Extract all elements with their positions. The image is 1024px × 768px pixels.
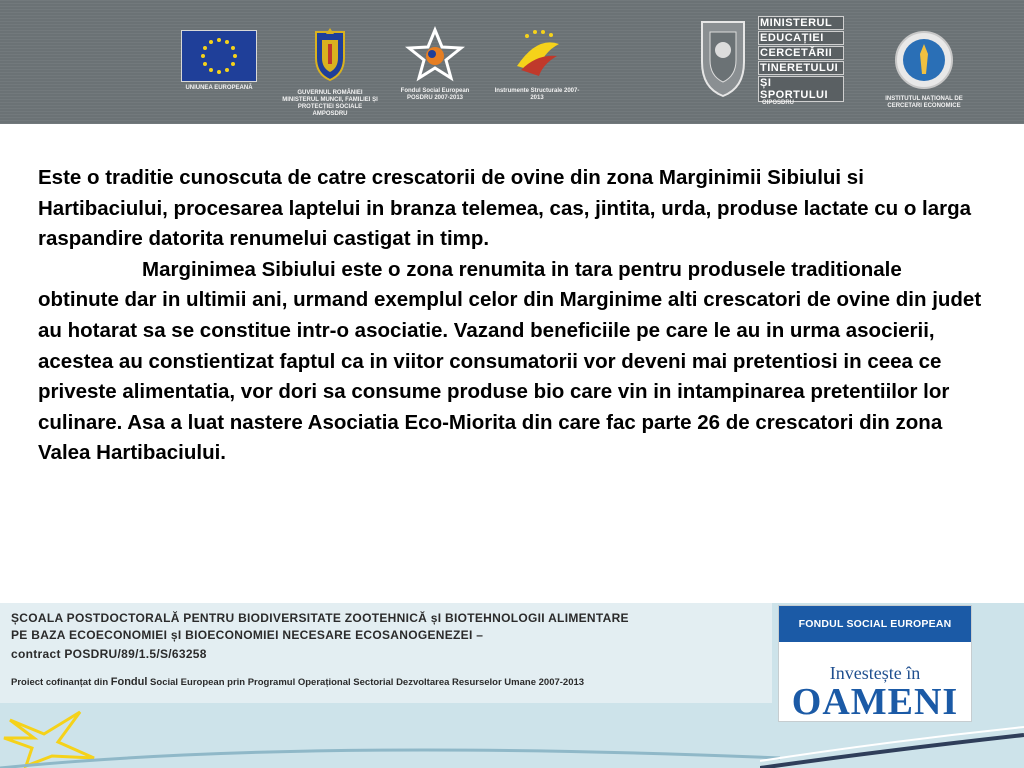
fse-star-icon <box>405 26 465 82</box>
ministry-line: TINERETULUI <box>758 61 844 75</box>
footer-line-school: ȘCOALA POSTDOCTORALĂ PENTRU BIODIVERSITATE ZOOTEHNICĂ șI BIOTEHNOLOGII ALIMENTARE <box>11 611 629 625</box>
header-logo-bar <box>0 0 1024 124</box>
fse-logo <box>390 26 480 102</box>
cofinancing-text-b: Fondul <box>110 676 148 688</box>
ministry-logo <box>758 16 844 101</box>
cofinancing-text-c: Social European prin Programul Operațional Sectorial Dezvoltarea Resurselor Umane 2007-2013 <box>147 677 585 688</box>
eu-logo-caption: UNIUNEA EUROPEANĂ <box>185 85 253 91</box>
university-crest-icon <box>694 16 752 98</box>
structural-instruments-caption: Instrumente Structurale 2007-2013 <box>494 88 580 101</box>
structural-instruments-icon <box>507 26 567 82</box>
paragraph-traditions: Este o traditie cunoscuta de catre crescatorii de ovine din zona Marginimii Sibiului si Hartibaciului, procesarea laptelui in branza telemea, cas, jintita, urda, produse lactate cu o larga raspandire datorita renumelui castigat in timp. <box>38 166 972 251</box>
ministry-line: CERCETĂRII <box>758 46 844 60</box>
coat-of-arms-icon <box>310 24 350 84</box>
fse-logo-title: FONDUL SOCIAL EUROPEAN <box>779 606 971 642</box>
university-crest <box>694 16 752 101</box>
ministry-line: MINISTERUL <box>758 16 844 30</box>
ministry-line: ȘI SPORTULUI <box>758 76 844 102</box>
structural-instruments-logo <box>494 26 580 102</box>
paragraph-association-text: Marginimea Sibiului este o zona renumita in tara pentru produsele traditionale obtinute dar in ultimii ani, urmand exemplul celor din Marginime alti crescatori de ovine din judet au hotarat sa se constitue intr-o asociatie. Vazand beneficiile pe care le au in urma asocierii, acestea au constientizat faptul ca in viitor consumatorii vor deveni mai pretentiosi in ceea ce priveste alimentatia, vor dori sa consume produse bio care vin in intampinarea pretentiilor lor culinare. Asa a luat nastere Asociatia Eco-Miorita din care fac parte 26 de crescatori din zona Valea Hartibaciului. <box>38 257 982 465</box>
institute-logo-caption: INSTITUTUL NAȚIONAL DE CERCETARI ECONOMICE <box>885 96 963 109</box>
footer-swoosh-icon <box>760 721 1024 768</box>
invest-in-people-logo <box>778 605 972 722</box>
ministry-line: EDUCAȚIEI <box>758 31 844 45</box>
paragraph-association <box>38 255 986 469</box>
cofinancing-text-a: Proiect cofinanțat din <box>11 677 111 688</box>
ministry-tag: OIPOSDRU <box>761 100 794 106</box>
institute-emblem-icon <box>892 30 956 90</box>
body-text <box>38 163 986 469</box>
government-logo <box>282 24 378 118</box>
footer-line-cofinancing <box>11 676 584 688</box>
government-logo-caption: GUVERNUL ROMÂNIEI MINISTERUL MUNCII, FAMILIEI ȘI PROTECȚIEI SOCIALE AMPOSDRU <box>282 90 378 117</box>
eu-logo <box>176 30 262 92</box>
footer-line-contract: contract POSDRU/89/1.5/S/63258 <box>11 647 207 661</box>
footer-banner <box>0 603 1024 768</box>
footer-star-swoosh-icon <box>0 698 780 768</box>
fse-slogan-invest: Investește în <box>829 663 921 683</box>
institute-logo <box>868 30 980 110</box>
eu-flag-icon <box>181 30 257 82</box>
fse-logo-caption: Fondul Social European POSDRU 2007-2013 <box>400 88 470 101</box>
footer-line-ecoeconomy: PE BAZA ECOECONOMIEI șI BIOECONOMIEI NECESARE ECOSANOGENEZEI – <box>11 628 484 642</box>
fse-slogan-people: OAMENI <box>791 681 959 723</box>
